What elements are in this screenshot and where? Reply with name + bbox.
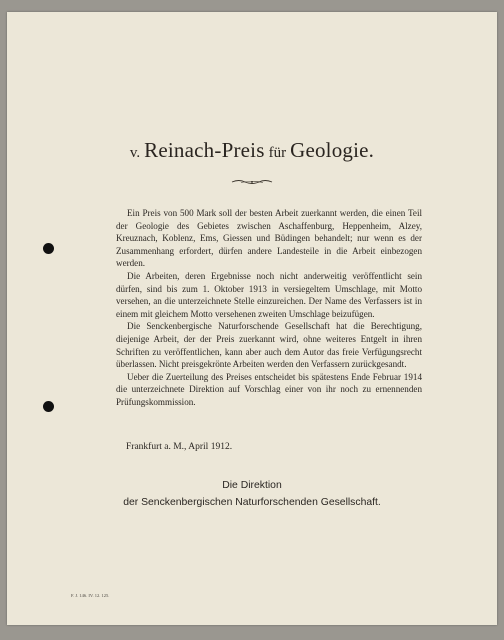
signature-line-1: Die Direktion [222,480,282,491]
paragraph: Ein Preis von 500 Mark soll der besten Arbeit zuerkannt werden, die einen Teil der Geologie des Gebietes zwischen Aschaffenburg, Heppenheim, Alzey, Kreuznach, Koblenz, Ems, Giessen und Büdingen behandelt; nur wenn es der Zusammenhang erfordert, dürfen andere Landesteile in die Arbeit einbezogen werden. [116,208,422,269]
punch-hole-top [43,243,54,254]
signature-line-2: der Senckenbergischen Naturforschenden Gesellschaft. [123,497,381,508]
paragraph: Ueber die Zuerteilung des Preises entscheidet bis spätestens Ende Februar 1914 die unterzeichnete Direktion auf Vorschlag einer von ihr noch zu ernennenden Prüfungskommission. [116,371,422,407]
title-prefix: v. [129,145,141,161]
footer-print-code: F. J. 146. IV. 12. 125. [71,593,110,598]
paragraph: Die Senckenbergische Naturforschende Gesellschaft hat die Berechtigung, diejenige Arbeit, der der Preis zuerkannt wird, ohne weiteres Entgelt in ihren Schriften zu veröffentlichen, kann aber auch dem Autor das freie Verfügungsrecht überlassen. Nicht preisgekrönte Arbeiten werden den Verfassern zurückgesandt. [116,321,422,370]
signature-block [7,477,497,511]
title-connector: für [268,145,287,161]
punch-hole-bottom [43,401,54,412]
title-main: Reinach-Preis [144,138,265,162]
title-ornament [231,177,273,187]
announcement-body [116,207,422,409]
document-page [7,12,497,625]
paragraph: Die Arbeiten, deren Ergebnisse noch nicht anderweitig veröffentlicht sein dürfen, sind bis zum 1. Oktober 1913 in versiegeltem Umschlage, mit Motto versehen, an die unterzeichnete Stelle einzureichen. Der Name des Verfassers ist in einem mit gleichem Motto versehenen zweiten Umschlage beizufügen. [116,270,422,319]
title-subject: Geologie. [290,138,375,162]
place-date: Frankfurt a. M., April 1912. [126,442,233,452]
document-title [7,138,497,163]
